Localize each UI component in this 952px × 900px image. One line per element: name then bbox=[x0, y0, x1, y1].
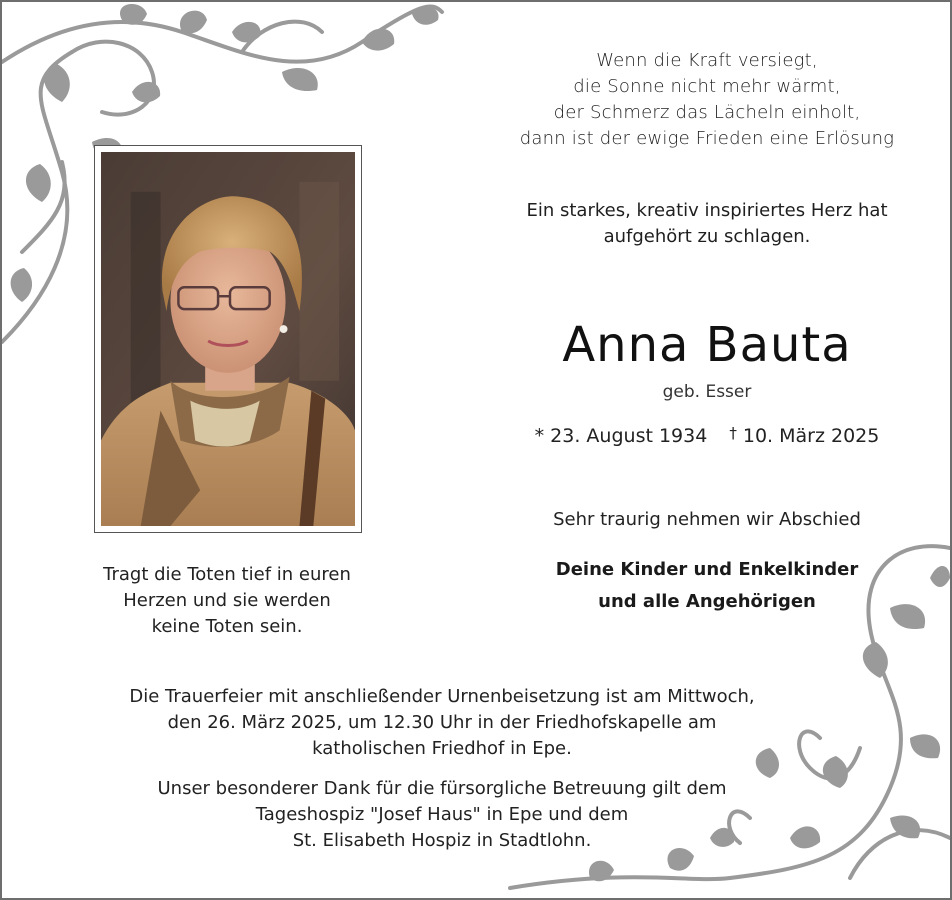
quote-line: keine Toten sein. bbox=[151, 616, 303, 637]
mourners-line: und alle Angehörigen bbox=[598, 591, 816, 612]
farewell-text: Sehr traurig nehmen wir Abschied bbox=[553, 509, 861, 530]
poem-line: dann ist der ewige Frieden eine Erlösung bbox=[519, 128, 895, 149]
thanks-note bbox=[62, 776, 822, 854]
poem bbox=[472, 48, 942, 152]
thanks-line: St. Elisabeth Hospiz in Stadtlohn. bbox=[292, 830, 592, 851]
heart-statement-line: aufgehört zu schlagen. bbox=[603, 226, 811, 247]
heart-statement-line: Ein starkes, kreativ inspiriertes Herz hat bbox=[526, 200, 888, 221]
poem-line: Wenn die Kraft versiegt, bbox=[596, 50, 818, 71]
life-dates bbox=[472, 424, 942, 447]
birth-name: geb. Esser bbox=[662, 382, 752, 402]
quote-line: Herzen und sie werden bbox=[123, 590, 331, 611]
funeral-service-info bbox=[62, 684, 822, 762]
poem-line: die Sonne nicht mehr wärmt, bbox=[573, 76, 841, 97]
portrait-frame bbox=[94, 145, 362, 533]
memorial-quote bbox=[62, 562, 392, 640]
death-date: 10. März 2025 bbox=[742, 425, 880, 447]
service-line: den 26. März 2025, um 12.30 Uhr in der Friedhofskapelle am bbox=[167, 712, 717, 733]
quote-line: Tragt die Toten tief in euren bbox=[103, 564, 351, 585]
service-line: katholischen Friedhof in Epe. bbox=[312, 738, 572, 759]
cross-icon: † bbox=[729, 424, 737, 442]
poem-line: der Schmerz das Lächeln einholt, bbox=[553, 102, 861, 123]
mourners-line: Deine Kinder und Enkelkinder bbox=[555, 559, 859, 580]
heart-statement bbox=[472, 198, 942, 250]
thanks-line: Tageshospiz "Josef Haus" in Epe und dem bbox=[255, 804, 629, 825]
deceased-name: Anna Bauta bbox=[562, 317, 852, 373]
thanks-line: Unser besonderer Dank für die fürsorgliche Betreuung gilt dem bbox=[157, 778, 727, 799]
portrait-photo bbox=[101, 152, 355, 526]
mourners bbox=[472, 554, 942, 618]
service-line: Die Trauerfeier mit anschließender Urnenbeisetzung ist am Mittwoch, bbox=[129, 686, 755, 707]
birth-date: * 23. August 1934 bbox=[534, 425, 708, 447]
